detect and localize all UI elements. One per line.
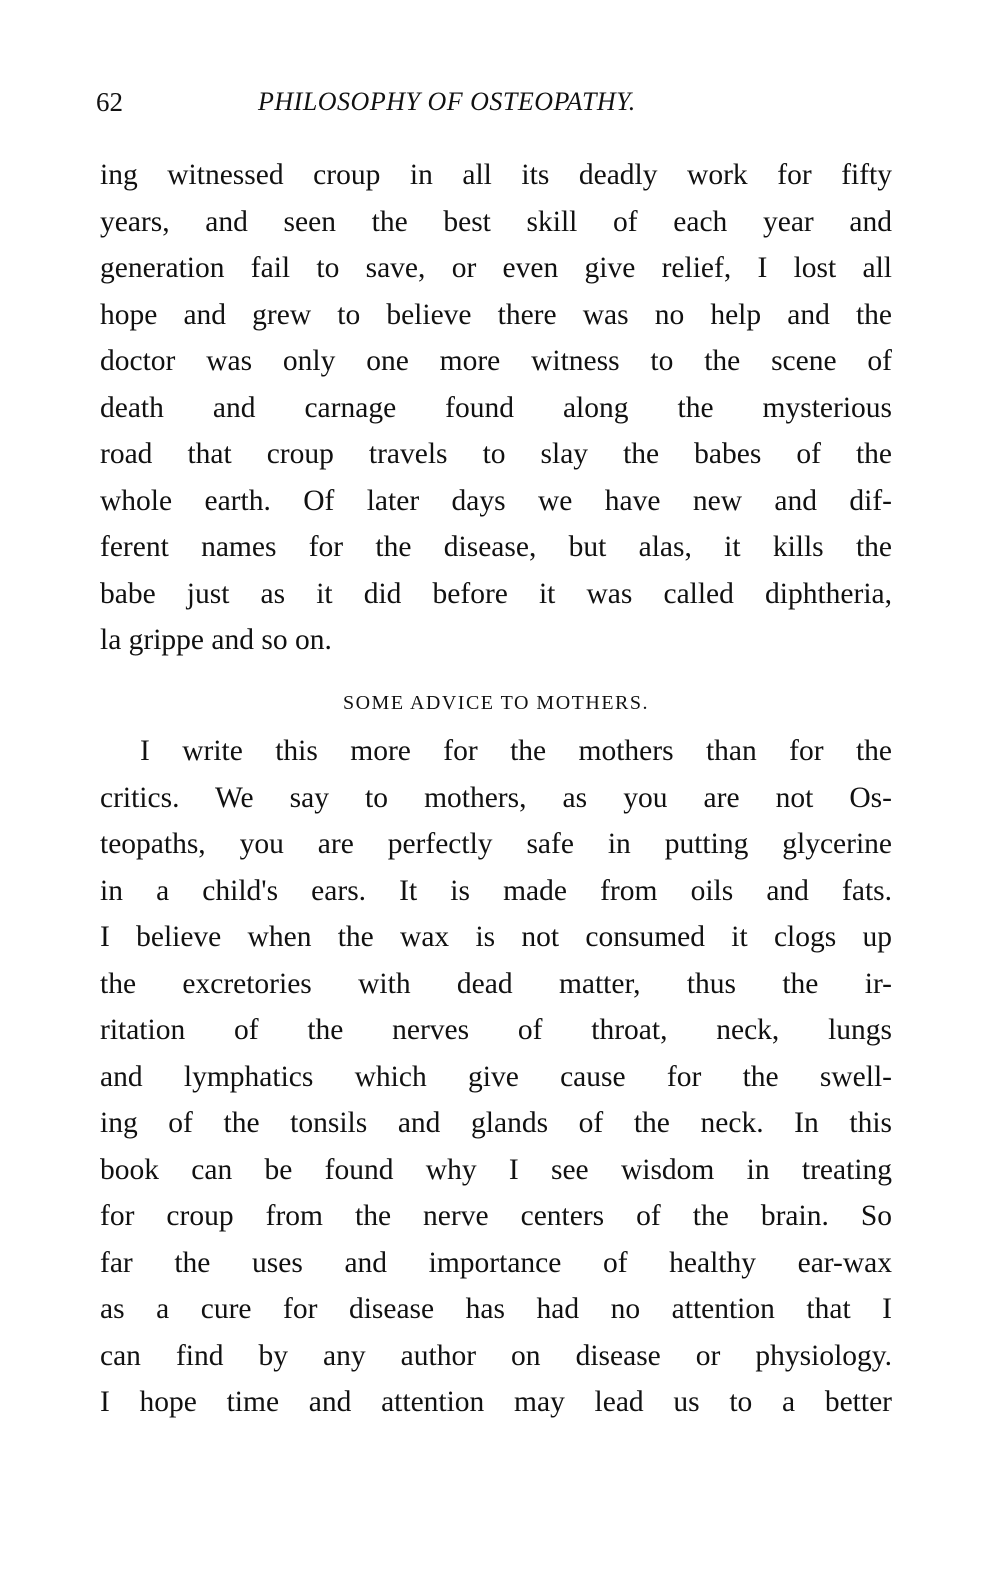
- text-line: ing witnessed croup in all its deadly work for fifty: [100, 159, 892, 191]
- text-line: far the uses and importance of healthy ear-wax: [100, 1246, 892, 1279]
- text-line: for croup from the nerve centers of the brain. So: [100, 1200, 892, 1232]
- text-line: ing of the tonsils and glands of the neck. In this: [100, 1107, 892, 1139]
- text-line: generation fail to save, or even give relief, I lost all: [100, 252, 892, 284]
- text-line: I believe when the wax is not consumed it clogs up: [100, 921, 892, 953]
- text-line: book can be found why I see wisdom in treating: [100, 1153, 892, 1186]
- page-header: [96, 82, 896, 122]
- text-line: years, and seen the best skill of each year and: [100, 205, 892, 238]
- text-line: doctor was only one more witness to the scene of: [100, 345, 892, 377]
- page-number: 62: [96, 87, 123, 117]
- text-line: whole earth. Of later days we have new and dif-: [100, 484, 892, 517]
- text-line: babe just as it did before it was called diphtheria,: [100, 577, 892, 610]
- text-line: I write this more for the mothers than for the: [140, 735, 892, 767]
- text-line: ritation of the nerves of throat, neck, lungs: [100, 1014, 892, 1046]
- text-line: in a child's ears. It is made from oils and fats.: [100, 874, 892, 907]
- text-line: ferent names for the disease, but alas, it kills the: [100, 531, 892, 563]
- text-line: the excretories with dead matter, thus the ir-: [100, 967, 892, 1000]
- paragraph-croup: [100, 152, 892, 664]
- text-line: road that croup travels to slay the babes of the: [100, 438, 892, 470]
- text-line: hope and grew to believe there was no help and the: [100, 298, 892, 331]
- section-heading: SOME ADVICE TO MOTHERS.: [342, 692, 649, 714]
- text-line: can find by any author on disease or physiology.: [100, 1339, 892, 1372]
- text-line: teopaths, you are perfectly safe in putting glycerine: [100, 828, 892, 860]
- running-title: PHILOSOPHY OF OSTEOPATHY.: [258, 87, 636, 116]
- text-line: I hope time and attention may lead us to a better: [100, 1386, 892, 1418]
- text-line: la grippe and so on.: [100, 624, 332, 656]
- text-line: and lymphatics which give cause for the swell-: [100, 1060, 892, 1093]
- text-line: critics. We say to mothers, as you are not Os-: [100, 781, 892, 814]
- text-line: as a cure for disease has had no attention that I: [100, 1293, 892, 1325]
- paragraph-advice: [100, 728, 892, 1426]
- text-line: death and carnage found along the mysterious: [100, 391, 892, 424]
